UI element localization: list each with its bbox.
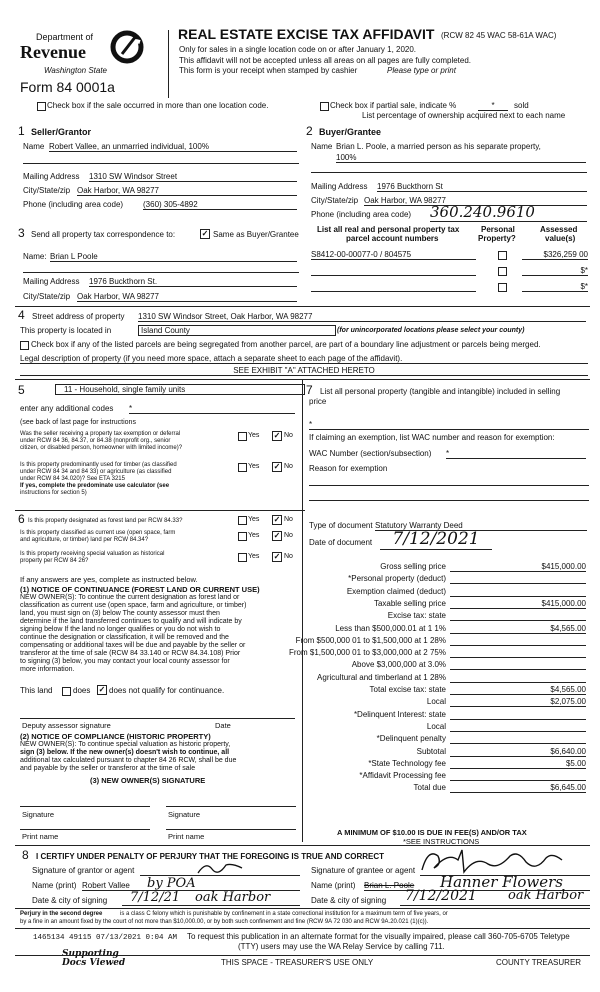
multi-location-label: Check box if the sale occurred in more than one location code. — [47, 101, 269, 110]
section-2-number: 2 — [306, 124, 313, 138]
personal-prop-line — [309, 429, 589, 430]
notice-1-l5: signing below If the land no longer qualifies or you do not wish to — [20, 626, 221, 633]
does-checkbox[interactable] — [62, 687, 71, 696]
corr-name-field[interactable]: Brian L Poole — [50, 252, 297, 262]
tax-row-label: *State Technology fee — [368, 759, 446, 768]
no-label: No — [284, 432, 293, 439]
sold-label: sold — [514, 101, 529, 110]
subtitle-1: Only for sales in a single location code on or after January 1, 2020. — [179, 45, 417, 54]
tax-row-label: Local — [426, 697, 446, 706]
header-divider — [168, 30, 169, 98]
seller-addr-label: Mailing Address — [23, 172, 80, 181]
does-not-label: does not qualify for continuance. — [109, 686, 225, 695]
yes-label: Yes — [248, 553, 260, 560]
grantor-date[interactable]: 7/12/21 — [130, 890, 181, 905]
new-owner-sig-heading: (3) NEW OWNER(S) SIGNATURE — [90, 776, 206, 785]
section-4-number: 4 — [18, 308, 25, 322]
tax-row-label: Exemption claimed (deduct) — [346, 587, 446, 596]
print-line-1 — [20, 829, 150, 830]
grantor-date-label: Date & city of signing — [32, 896, 108, 905]
print-line-2 — [166, 829, 296, 830]
tax-row-value[interactable]: $6,640.00 — [450, 747, 586, 757]
q-timber-l5: instructions for section 5) — [20, 490, 87, 496]
yes-checkbox[interactable] — [238, 553, 247, 562]
no-checkbox[interactable]: ✓ — [273, 462, 281, 471]
notice-2-l1: NEW OWNER(S): To continue special valuation as historic property, — [20, 741, 231, 748]
buyer-name-label: Name — [311, 142, 333, 151]
see-back-note: (see back of last page for instructions — [20, 419, 136, 426]
notice-1-l6: continue the designation or classification, it will be removed and the — [20, 634, 229, 641]
tax-row-label: Taxable selling price — [373, 599, 446, 608]
same-as-buyer-checkbox[interactable]: ✓ — [201, 229, 209, 238]
parcel-header-1b: parcel account numbers — [346, 234, 439, 243]
tax-row-label: *Affidavit Processing fee — [359, 771, 446, 780]
print-name-label: Print name — [168, 832, 205, 841]
corr-city-label: City/State/zip — [23, 292, 71, 301]
doc-date-field[interactable]: 7/12/2021 — [380, 529, 492, 550]
no-checkbox[interactable]: ✓ — [273, 515, 281, 524]
q-timber-l3: under RCW 84 34.020)? See ETA 3215 — [20, 476, 125, 482]
grantee-date-line — [400, 905, 590, 906]
signature-label: Signature — [168, 810, 201, 819]
grantor-name-field[interactable]: Robert Vallee — [82, 881, 300, 891]
ownership-note: List percentage of ownership acquired next to each name — [362, 111, 566, 120]
sig-line-1 — [20, 806, 150, 807]
buyer-name-field-2[interactable]: 100% — [336, 153, 586, 163]
buyer-city-label: City/State/zip — [311, 196, 359, 205]
seller-phone-label: Phone (including area code) — [23, 200, 124, 209]
deputy-sig-label: Deputy assessor signature — [22, 721, 111, 730]
grantee-date[interactable]: 7/12/2021 — [405, 888, 477, 904]
doc-type-field[interactable]: Statutory Warranty Deed — [375, 521, 587, 531]
deputy-sig-line — [20, 718, 295, 719]
yes-checkbox[interactable] — [238, 432, 247, 441]
no-label: No — [284, 463, 293, 470]
grantor-name-label: Name (print) — [32, 881, 77, 890]
does-not-checkbox[interactable]: ✓ — [98, 685, 106, 694]
grantor-sig-label: Signature of grantor or agent — [32, 866, 135, 875]
notice-1-l8: transferor at the time of sale (RCW 84 33.140 or RCW 84.34.108) Prior — [20, 650, 241, 657]
wac-field[interactable]: * — [446, 449, 586, 459]
section-divider — [15, 928, 590, 929]
seller-addr-field[interactable]: 1310 SW Windsor Street — [89, 172, 297, 182]
column-divider — [302, 510, 303, 842]
tax-row-label: Above $3,000,000 at 3.0% — [351, 660, 446, 669]
reason-line-1 — [309, 485, 589, 486]
tax-row-value[interactable] — [450, 771, 586, 781]
assessed-value[interactable]: $* — [522, 266, 588, 276]
addl-codes-field[interactable]: * — [129, 404, 295, 414]
same-as-buyer-label: Same as Buyer/Grantee — [213, 230, 299, 239]
legal-label: Legal description of property (if you need more space, attach a separate sheet to each page of the affidavit). — [20, 354, 588, 364]
q-exemption-l2: under RCW 84 36, 84.37, or 84.38 (nonprofit org., senior — [20, 438, 171, 444]
tax-row-label: Agricultural and timberland at 1 28% — [317, 673, 446, 682]
corr-name-label: Name: — [23, 252, 47, 261]
tax-row-value[interactable] — [450, 710, 586, 720]
tax-row-label: From $1,500,000 01 to $3,000,000 at 2 75% — [288, 648, 446, 657]
segregation-label: Check box if any of the listed parcels are being segregated from another parcel, are part of a boundary line adjustment or parcels being merged. — [31, 340, 541, 349]
buyer-line — [311, 172, 587, 173]
corr-city-field[interactable]: Oak Harbor, WA 98277 — [77, 292, 297, 302]
section-8-number: 8 — [22, 848, 29, 862]
parcel-header-3b: value(s) — [545, 234, 576, 243]
notice-2-l4: and payable by the seller or transferor at the time of sale — [20, 765, 196, 772]
q-timber-l2: under RCW 84 34 and 84 33) or agriculture (as classified — [20, 469, 172, 475]
section-6-number: 6 — [18, 512, 25, 526]
grantee-city[interactable]: oak Harbor — [508, 888, 584, 903]
buyer-heading: Buyer/Grantee — [319, 127, 382, 137]
q-current-use-l1: Is this property classified as current use (open space, farm — [20, 530, 176, 536]
section-divider — [15, 908, 590, 909]
notice-1-l7: compensating or additional taxes will be due and payable by the seller or — [20, 642, 246, 649]
grantor-signature[interactable] — [196, 859, 246, 875]
tax-row-label: Gross selling price — [380, 562, 446, 571]
perjury-line-2: by a fine in an amount fixed by the court of not more than $10,000.00, or by both such confinement and fine (RCW 9A 72 030 and RCW 9A.20.021 (1)(c)). — [20, 919, 429, 925]
personal-property-checkbox[interactable] — [498, 267, 507, 276]
column-divider — [302, 380, 303, 510]
reason-line-2 — [309, 500, 589, 501]
tax-row-value[interactable] — [450, 734, 586, 744]
this-land-label: This land — [20, 686, 53, 695]
parcel-header-1: List all real and personal property tax — [317, 225, 460, 234]
corr-addr-label: Mailing Address — [23, 277, 80, 286]
q-exemption-l3: citizen, or disabled person, homeowner with limited income)? — [20, 445, 183, 451]
grantee-name-hand: Hanner Flowers — [440, 873, 563, 891]
certify-statement: I CERTIFY UNDER PENALTY OF PERJURY THAT THE FOREGOING IS TRUE AND CORRECT — [36, 852, 385, 861]
deputy-date-label: Date — [215, 721, 231, 730]
section-3-number: 3 — [18, 226, 25, 240]
tax-row-value[interactable]: $4,565.00 — [450, 685, 586, 695]
yes-label: Yes — [248, 516, 260, 523]
yes-label: Yes — [248, 532, 260, 539]
tax-row-value[interactable] — [450, 574, 586, 584]
tax-row-label: Less than $500,000.01 at 1 1% — [335, 624, 446, 633]
no-label: No — [284, 532, 293, 539]
tax-row-value[interactable]: $415,000.00 — [450, 562, 586, 572]
tax-row-value[interactable] — [450, 611, 586, 621]
state-line: Washington State — [44, 66, 108, 75]
yes-checkbox[interactable] — [238, 463, 247, 472]
parcel-header-3: Assessed — [540, 225, 578, 234]
street-label: Street address of property — [32, 312, 125, 321]
recording-stamp: 1465134 49115 07/13/2021 0:04 AM — [33, 934, 178, 942]
county-treasurer: COUNTY TREASURER — [496, 958, 582, 967]
revenue-word: Revenue — [20, 42, 86, 62]
yes-checkbox[interactable] — [238, 532, 247, 541]
tax-row-label: Total due — [413, 783, 446, 792]
buyer-phone-field[interactable]: 360.240.9610 — [430, 203, 587, 222]
parcel-header-2: Personal — [481, 225, 515, 234]
personal-property-checkbox[interactable] — [498, 283, 507, 292]
form-number: Form 84 0001a — [20, 79, 115, 95]
if-yes-note: If any answers are yes, complete as instructed below. — [20, 575, 198, 584]
tax-row-value[interactable]: $4,565.00 — [450, 624, 586, 634]
multi-location-checkbox[interactable] — [37, 102, 46, 111]
form-title: REAL ESTATE EXCISE TAX AFFIDAVIT — [178, 26, 435, 42]
q-timber-l4: If yes, complete the predominate use calculator (see — [20, 483, 170, 489]
tax-row-label: Subtotal — [416, 747, 446, 756]
grantor-date-line — [122, 905, 300, 906]
q-forest: Is this property designated as forest land per RCW 84.33? — [28, 518, 183, 524]
seller-phone-field[interactable]: (360) 305-4892 — [143, 200, 297, 210]
notice-2-title: (2) NOTICE OF COMPLIANCE (HISTORIC PROPERTY) — [20, 732, 211, 741]
personal-prop-value[interactable]: * — [309, 420, 313, 429]
alt-format-1: To request this publication in an alternate format for the visually impaired, please call 360-705-6705 Teletype — [187, 932, 570, 941]
minimum-note: A MINIMUM OF $10.00 IS DUE IN FEE(S) AND/OR TAX — [337, 828, 527, 837]
notice-2-l2: sign (3) below. If the new owner(s) doesn't wish to continue, all — [20, 749, 230, 756]
tax-row-value[interactable]: $2,075.00 — [450, 697, 586, 707]
no-label: No — [284, 553, 293, 560]
assessed-value[interactable]: $* — [522, 282, 588, 292]
tax-row-label: *Delinquent Interest: state — [353, 710, 446, 719]
reason-label: Reason for exemption — [309, 464, 388, 473]
located-label: This property is located in — [20, 326, 112, 335]
wac-label: WAC Number (section/subsection) — [309, 449, 432, 458]
tax-row-label: Local — [426, 722, 446, 731]
no-label: No — [284, 516, 293, 523]
signature-label: Signature — [22, 810, 55, 819]
subtitle-3b: Please type or print — [387, 66, 456, 75]
yes-label: Yes — [248, 432, 260, 439]
tax-row-value[interactable] — [450, 660, 586, 670]
parcel-header-2b: Property? — [478, 234, 516, 243]
county-select[interactable]: Island County — [138, 325, 336, 336]
parcel-account[interactable] — [311, 266, 476, 276]
doc-type-label: Type of document — [309, 521, 373, 530]
no-checkbox[interactable]: ✓ — [273, 552, 281, 561]
q-historic-l1: Is this property receiving special valuation as historical — [20, 551, 165, 557]
section-divider — [15, 510, 305, 511]
grantee-sig-label: Signature of grantee or agent — [311, 866, 416, 875]
personal-property-checkbox[interactable] — [498, 251, 507, 260]
q-exemption-l1: Was the seller receiving a property tax exemption or deferral — [20, 431, 181, 437]
buyer-city-field[interactable]: Oak Harbor, WA 98277 — [364, 196, 587, 206]
grantee-date-label: Date & city of signing — [311, 896, 387, 905]
grantee-name-field[interactable]: Brian L. Poole — [364, 881, 590, 891]
buyer-addr-field[interactable]: 1976 Buckthorn St — [377, 182, 587, 192]
corr-line — [23, 272, 299, 273]
exemption-label: If claiming an exemption, list WAC number and reason for exemption: — [309, 433, 555, 442]
grantor-city[interactable]: oak Harbor — [195, 890, 271, 905]
use-code-select[interactable]: 11 - Household, single family units — [55, 384, 305, 395]
tax-row-value[interactable]: $6,645.00 — [450, 783, 586, 793]
assessed-value[interactable]: $326,259 00 — [522, 250, 588, 260]
segregation-checkbox[interactable] — [20, 341, 29, 350]
tax-row-value[interactable]: $415,000.00 — [450, 599, 586, 609]
logo — [18, 28, 158, 78]
see-instructions: *SEE INSTRUCTIONS — [403, 837, 480, 846]
section-7-number: 7 — [306, 383, 313, 397]
seller-line — [23, 163, 299, 164]
street-field[interactable]: 1310 SW Windsor Street, Oak Harbor, WA 98277 — [138, 312, 586, 322]
q-current-use-l2: and agriculture, or timber) land per RCW 84.34? — [20, 537, 149, 543]
q-timber-l1: Is this property predominantly used for timber (as classified — [20, 462, 177, 468]
section-divider — [15, 306, 590, 307]
yes-checkbox[interactable] — [238, 516, 247, 525]
tax-row-value[interactable] — [450, 722, 586, 732]
tax-row-value[interactable]: $5.00 — [450, 759, 586, 769]
addl-codes-label: enter any additional codes — [20, 404, 114, 413]
section-5-number: 5 — [18, 383, 25, 397]
seller-city-label: City/State/zip — [23, 186, 71, 195]
does-label: does — [73, 686, 91, 695]
tax-row-label: *Delinquent penalty — [376, 734, 446, 743]
parcel-account[interactable]: S8412-00-00077-0 / 804575 — [311, 250, 476, 260]
tax-row-value[interactable] — [450, 636, 586, 646]
notice-1-title: (1) NOTICE OF CONTINUANCE (FOREST LAND OR CURRENT USE) — [20, 585, 260, 594]
personal-prop-label: List all personal property (tangible and intangible) included in selling — [320, 387, 561, 396]
tax-row-label: Excise tax: state — [387, 611, 446, 620]
tax-row-value[interactable] — [450, 673, 586, 683]
partial-sale-label: Check box if partial sale, indicate % — [330, 101, 457, 110]
grantee-name-label: Name (print) — [311, 881, 356, 890]
buyer-phone-label: Phone (including area code) — [311, 210, 412, 219]
seller-city-field[interactable]: Oak Harbor, WA 98277 — [77, 186, 297, 196]
notice-1-l1: NEW OWNER(S): To continue the current designation as forest land or — [20, 594, 240, 601]
seller-name-field[interactable]: Robert Vallee, an unmarried individual, 100% — [49, 142, 297, 152]
yes-label: Yes — [248, 463, 260, 470]
seller-heading: Seller/Grantor — [31, 127, 92, 137]
perjury-bold: Perjury in the second degree — [20, 911, 103, 917]
tax-row-value[interactable] — [450, 587, 586, 597]
tax-row-label: Total excise tax: state — [369, 685, 446, 694]
legal-description[interactable]: SEE EXHIBIT "A" ATTACHED HERETO — [20, 366, 588, 376]
subtitle-3: This form is your receipt when stamped by cashier — [179, 66, 358, 75]
personal-prop-label-2: price — [309, 397, 327, 406]
grantee-signature[interactable] — [418, 846, 568, 876]
notice-1-l2: classification as current use (open space, farm and agriculture, or timber) — [20, 602, 247, 609]
tax-row-label: From $500,000 01 to $1,500,000 at 1 28% — [295, 636, 446, 645]
footer-line — [15, 955, 590, 956]
treasurer-use-only: THIS SPACE - TREASURER'S USE ONLY — [221, 958, 374, 967]
sig-line-2 — [166, 806, 296, 807]
tax-row-label: *Personal property (deduct) — [348, 574, 446, 583]
parcel-account[interactable] — [311, 282, 476, 292]
print-name-label: Print name — [22, 832, 59, 841]
notice-2-l3: additional tax calculated pursuant to chapter 84 26 RCW, shall be due — [20, 757, 237, 764]
partial-sale-checkbox[interactable] — [320, 102, 329, 111]
county-note: (for unincorporated locations please select your county) — [337, 327, 525, 334]
perjury-line-1: is a class C felony which is punishable by confinement in a state correctional institution for a maximum term of five years, or — [120, 911, 448, 917]
subtitle-2: This affidavit will not be accepted unless all areas on all pages are fully completed. — [179, 56, 472, 65]
no-checkbox[interactable]: ✓ — [273, 531, 281, 540]
notice-1-l4: determine if the land transferred continues to qualify and will indicate by — [20, 618, 242, 625]
alt-format-2: (TTY) users may use the WA Relay Service by calling 711. — [238, 942, 445, 951]
corr-heading: Send all property tax correspondence to: — [31, 230, 176, 239]
form-title-ref: (RCW 82 45 WAC 58-61A WAC) — [441, 31, 557, 40]
tax-row-value[interactable] — [450, 648, 586, 658]
doc-date-label: Date of document — [309, 538, 373, 547]
no-checkbox[interactable]: ✓ — [273, 431, 281, 440]
partial-sale-input[interactable]: * — [478, 101, 508, 111]
corr-addr-field[interactable]: 1976 Buckthorn St. — [89, 277, 297, 287]
buyer-name-field[interactable]: Brian L. Poole, a married person as his separate property, — [336, 142, 541, 151]
grantor-name-hand: by POA — [147, 876, 196, 891]
notice-1-l9: to signing (3) below, you may contact your local county assessor for — [20, 658, 230, 665]
section-1-number: 1 — [18, 124, 25, 138]
buyer-addr-label: Mailing Address — [311, 182, 368, 191]
notice-1-l3: land, you must sign on (3) below The county assessor must then — [20, 610, 220, 617]
q-historic-l2: property per RCW 84 26? — [20, 558, 89, 564]
revenue-logo-icon — [110, 30, 144, 64]
supporting-docs-stamp: Supporting Docs Viewed — [62, 949, 126, 968]
dept-line: Department of — [36, 32, 94, 42]
seller-name-label: Name — [23, 142, 45, 151]
notice-1-l10: more information. — [20, 666, 75, 673]
